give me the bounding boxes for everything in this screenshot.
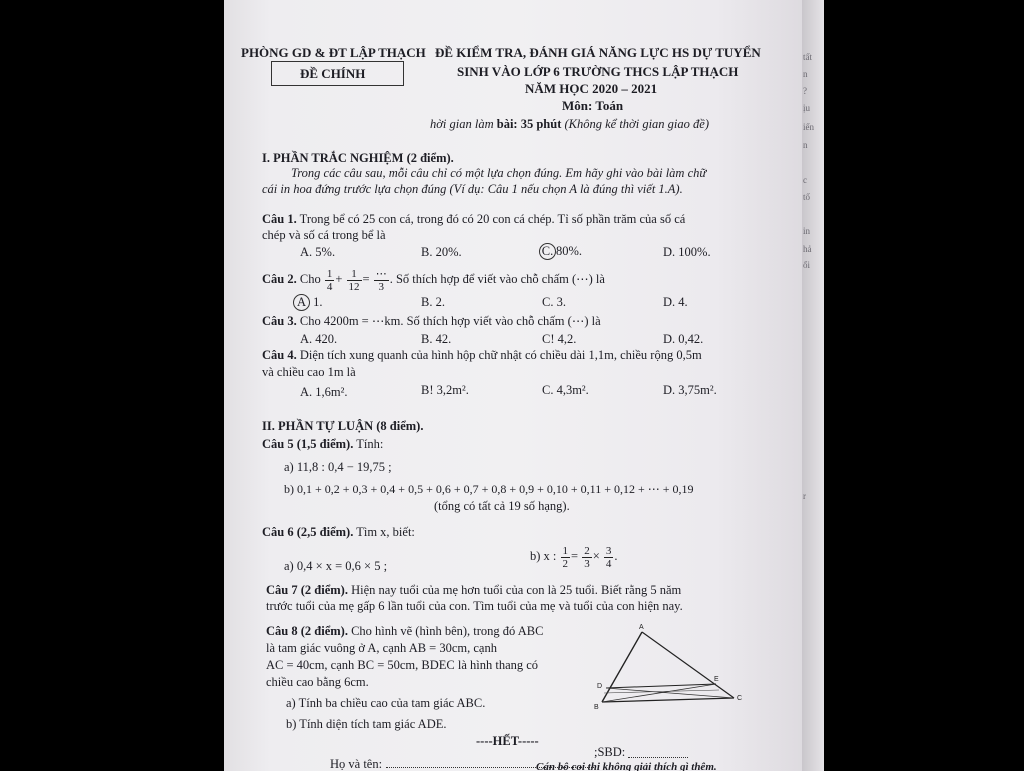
question-3: Câu 3. Cho 4200m = ⋯km. Số thích hợp viết vào chỗ chấm (⋯) là	[262, 314, 601, 328]
vertex-a-label: A	[639, 624, 644, 631]
official-label: ĐỀ CHÍNH	[300, 66, 366, 81]
margin-text: hả	[803, 244, 812, 254]
q1-option-a: A. 5%.	[300, 245, 336, 259]
margin-text: tất	[803, 52, 812, 62]
question-7-line-1: Câu 7 (2 điểm). Hiện nay tuổi của mẹ hơn tuổi của con là 25 tuổi. Biết rằng 5 năm	[266, 583, 682, 597]
footer-note: Cán bộ coi thi không giải thích gì thêm.	[536, 761, 717, 771]
margin-text: iến	[803, 122, 814, 132]
question-5: Câu 5 (1,5 điểm). Tính:	[262, 437, 384, 451]
question-8-line-4: chiều cao bằng 6cm.	[266, 675, 369, 689]
question-8-line-1: Câu 8 (2 điểm). Cho hình vẽ (hình bên), trong đó ABC	[266, 624, 544, 638]
q3-option-c: C! 4,2.	[542, 332, 577, 346]
candidate-name-label: Họ và tên:	[330, 757, 383, 771]
fraction: $\frac{\cdots}{3}$	[375, 267, 387, 293]
q2-option-b: B. 2.	[421, 295, 445, 309]
q8-part-a: a) Tính ba chiều cao của tam giác ABC.	[286, 696, 486, 710]
school-year: NĂM HỌC 2020 – 2021	[525, 81, 658, 96]
part2-title: II. PHẦN TỰ LUẬN (8 điểm).	[262, 419, 424, 433]
q5-part-a: a) 11,8 : 0,4 − 19,75 ;	[284, 460, 392, 474]
part1-instruction-1: Trong các câu sau, mỗi câu chỉ có một lựa chọn đúng. Em hãy ghi vào bài làm chữ	[291, 166, 707, 180]
part1-title: I. PHẦN TRẮC NGHIỆM (2 điểm).	[262, 151, 454, 165]
q6-part-b: b) x : $\frac{1}{2}$ = $\frac{2}{3}$ × $\frac{3}{4}$ .	[530, 544, 618, 570]
vertex-c-label: C	[737, 695, 743, 702]
q1-option-b: B. 20%.	[421, 245, 462, 259]
exam-duration: hời gian làm bài: 35 phút (Không kể thời gian giao đề)	[430, 117, 709, 131]
q1-option-d: D. 100%.	[663, 245, 711, 259]
subject: Môn: Toán	[562, 98, 624, 113]
margin-text: r	[803, 491, 806, 501]
fraction: $\frac{1}{4}$	[326, 267, 333, 293]
adjacent-page-edge	[802, 0, 824, 771]
q2-option-c: C. 3.	[542, 295, 566, 309]
margin-text: ổi	[803, 260, 811, 270]
department-name: PHÒNG GD & ĐT LẬP THẠCH	[241, 45, 426, 60]
answer-circle: C.	[539, 243, 556, 260]
q6-part-a: a) 0,4 × x = 0,6 × 5 ;	[284, 559, 388, 573]
q5-part-b: b) 0,1 + 0,2 + 0,3 + 0,4 + 0,5 + 0,6 + 0,7 + 0,8 + 0,9 + 0,10 + 0,11 + 0,12 + ⋯ + 0,19	[284, 482, 694, 496]
margin-text: ?	[803, 86, 807, 96]
answer-circle: A	[293, 294, 310, 311]
question-1-line-1: Câu 1. Trong bể có 25 con cá, trong đó có 20 con cá chép. Tỉ số phần trăm của số cá	[262, 212, 686, 226]
exam-title-line-2: SINH VÀO LỚP 6 TRƯỜNG THCS LẬP THẠCH	[457, 64, 739, 79]
margin-text: in	[803, 226, 811, 236]
q3-option-a: A. 420.	[300, 332, 338, 346]
question-6: Câu 6 (2,5 điểm). Tìm x, biết:	[262, 525, 415, 539]
vertex-b-label: B	[594, 704, 599, 711]
fraction: $\frac{2}{3}$	[584, 544, 590, 570]
q4-option-d: D. 3,75m².	[663, 383, 717, 397]
margin-text: n	[803, 140, 808, 150]
question-8-line-3: AC = 40cm, cạnh BC = 50cm, BDEC là hình thang có	[266, 658, 539, 672]
margin-text: ịu	[803, 103, 811, 113]
q2-option-a: A 1.	[296, 294, 323, 311]
part1-instruction-2: cái in hoa đứng trước lựa chọn đúng (Ví dụ: Câu 1 nếu chọn A là đúng thì viết 1.A).	[262, 182, 683, 196]
margin-text: tố	[803, 192, 811, 202]
fraction: $\frac{3}{4}$	[605, 544, 612, 570]
margin-text: n	[803, 69, 808, 79]
sbd-dotted-line	[628, 757, 688, 758]
fraction: $\frac{1}{12}$	[348, 267, 360, 293]
fraction: $\frac{1}{2}$	[562, 544, 569, 570]
q8-part-b: b) Tính diện tích tam giác ADE.	[286, 717, 447, 731]
vertex-e-label: E	[714, 676, 719, 683]
exam-title-line-1: ĐỀ KIỂM TRA, ĐÁNH GIÁ NĂNG LỰC HS DỰ TUYỂN	[435, 45, 761, 60]
margin-text: c	[803, 175, 807, 185]
question-1-line-2: chép và số cá trong bể là	[262, 228, 386, 242]
q5-part-b-note: (tổng có tất cả 19 số hạng).	[434, 499, 570, 513]
sbd-label: ;SBD:	[594, 745, 626, 759]
q4-option-b: B! 3,2m².	[421, 383, 469, 397]
question-8-line-2: là tam giác vuông ở A, cạnh AB = 30cm, cạnh	[266, 641, 497, 655]
q1-option-c: C. 80%.	[542, 243, 582, 260]
exam-paper	[224, 0, 802, 771]
question-2: Câu 2. Cho $\frac{1}{4}$ + $\frac{1}{12}$ = $\frac{\cdots}{3}$ . Số thích hợp để viết vào chỗ chấm (⋯) là	[262, 267, 605, 293]
triangle-figure	[584, 620, 754, 712]
q3-option-b: B. 42.	[421, 332, 452, 346]
question-4-line-1: Câu 4. Diện tích xung quanh của hình hộp chữ nhật có chiều dài 1,1m, chiều rộng 0,5m	[262, 348, 702, 362]
question-7-line-2: trước tuổi của mẹ gấp 6 lần tuổi của con. Tìm tuổi của mẹ và tuổi của con hiện nay.	[266, 599, 683, 613]
end-marker: ----HẾT-----	[476, 734, 539, 748]
q3-option-d: D. 0,42.	[663, 332, 704, 346]
q4-option-c: C. 4,3m².	[542, 383, 589, 397]
question-4-line-2: và chiều cao 1m là	[262, 365, 356, 379]
q4-option-a: A. 1,6m².	[300, 385, 348, 399]
q2-option-d: D. 4.	[663, 295, 688, 309]
vertex-d-label: D	[597, 683, 603, 690]
